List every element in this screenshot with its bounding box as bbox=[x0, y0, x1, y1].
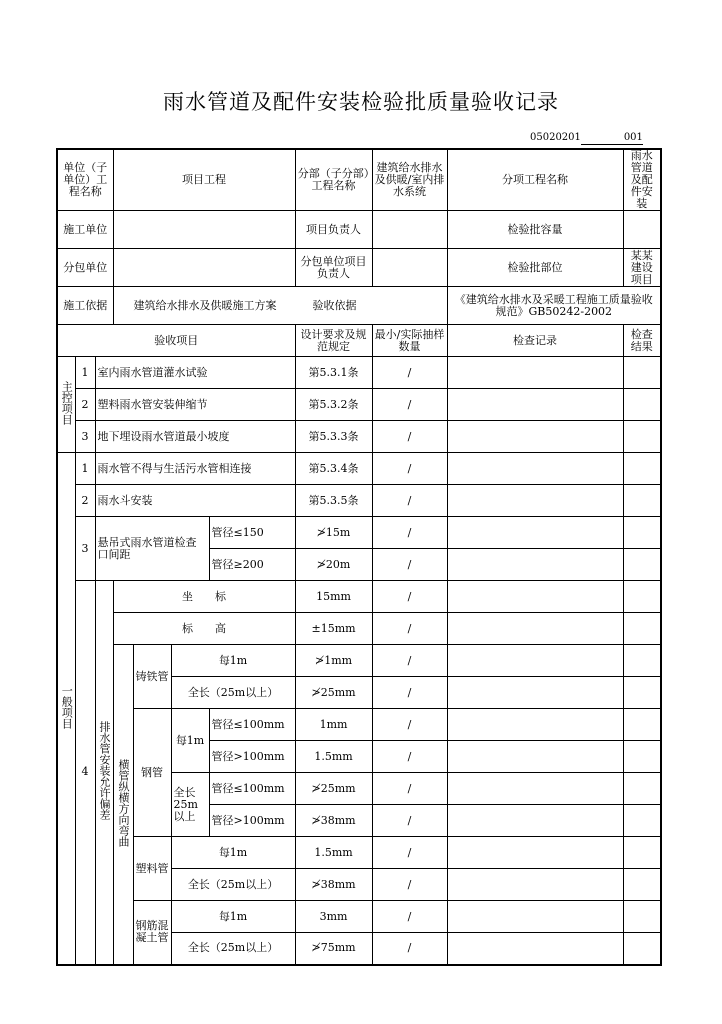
table-row: 全长（25m以上） ≯75mm / bbox=[57, 933, 661, 965]
column-header-row bbox=[57, 325, 661, 357]
unit-value: 项目工程 bbox=[113, 149, 295, 211]
acceptance-label: 验收依据 bbox=[312, 298, 357, 312]
capacity-label: 检验批容量 bbox=[447, 211, 623, 249]
pm-value bbox=[372, 211, 447, 249]
table-row: 3 悬吊式雨水管道检查口间距 管径≤150 ≯15m / bbox=[57, 517, 661, 549]
table-row: 全长25m以上 管径≤100mm ≯25mm / bbox=[57, 773, 661, 805]
table-row: 全长（25m以上） ≯25mm / bbox=[57, 677, 661, 709]
basis-value: 建筑给水排水及供暖施工方案 验收依据 bbox=[113, 287, 447, 325]
table-row: 横管纵横方向弯曲 铸铁管 每1m ≯1mm / bbox=[57, 645, 661, 677]
sub-label: 分项工程名称 bbox=[447, 149, 623, 211]
col-result: 检查结果 bbox=[623, 325, 661, 357]
bend-label: 横管纵横方向弯曲 bbox=[113, 645, 133, 965]
table-row: 管径≥200 ≯20m / bbox=[57, 549, 661, 581]
table-row: 钢筋混凝土管 每1m 3mm / bbox=[57, 901, 661, 933]
table-row: 钢管 每1m 管径≤100mm 1mm / bbox=[57, 709, 661, 741]
contractor-label: 施工单位 bbox=[57, 211, 113, 249]
record-code bbox=[530, 132, 660, 145]
result-cell bbox=[623, 357, 661, 389]
item4-name: 排水管安装允许偏差 bbox=[95, 581, 113, 965]
table-row: 4 排水管安装允许偏差 坐 标 15mm / bbox=[57, 581, 661, 613]
sub-pm-value bbox=[372, 249, 447, 287]
location-label: 检验批部位 bbox=[447, 249, 623, 287]
main-group-label: 主控项目 bbox=[57, 357, 75, 453]
record-cell bbox=[447, 357, 623, 389]
col-item: 验收项目 bbox=[57, 325, 295, 357]
general-group-label: 一般项目 bbox=[57, 453, 75, 965]
table-row: 全长（25m以上） ≯38mm / bbox=[57, 869, 661, 901]
code-number: 001 bbox=[581, 132, 643, 145]
table-row: 管径>100mm ≯38mm / bbox=[57, 805, 661, 837]
division-label: 分部（子分部）工程名称 bbox=[295, 149, 372, 211]
header-row-subcontractor bbox=[57, 249, 661, 287]
col-design: 设计要求及规范规定 bbox=[295, 325, 372, 357]
table-row: 主控项目 1 室内雨水管道灌水试验 第5.3.1条 / bbox=[57, 357, 661, 389]
header-row-basis bbox=[57, 287, 661, 325]
capacity-value bbox=[623, 211, 661, 249]
table-row: 管径>100mm 1.5mm / bbox=[57, 741, 661, 773]
acceptance-value: 《建筑给水排水及采暖工程施工质量验收规范》GB50242-2002 bbox=[447, 287, 661, 325]
page-title: 雨水管道及配件安装检验批质量验收记录 bbox=[163, 90, 559, 114]
table-row: 2 塑料雨水管安装伸缩节 第5.3.2条 / bbox=[57, 389, 661, 421]
table-row: 标 高 ±15mm / bbox=[57, 613, 661, 645]
sub-pm-label: 分包单位项目负责人 bbox=[295, 249, 372, 287]
header-row-contractor bbox=[57, 211, 661, 249]
inspection-table bbox=[56, 148, 662, 966]
subcontractor-value bbox=[113, 249, 295, 287]
table-row: 3 地下埋设雨水管道最小坡度 第5.3.3条 / bbox=[57, 421, 661, 453]
col-record: 检查记录 bbox=[447, 325, 623, 357]
pm-label: 项目负责人 bbox=[295, 211, 372, 249]
location-value: 某某建设项目 bbox=[623, 249, 661, 287]
col-sample: 最小/实际抽样数量 bbox=[372, 325, 447, 357]
unit-label: 单位（子单位）工程名称 bbox=[57, 149, 113, 211]
table-row: 塑料管 每1m 1.5mm / bbox=[57, 837, 661, 869]
basis-label: 施工依据 bbox=[57, 287, 113, 325]
code-prefix: 05020201 bbox=[530, 132, 581, 143]
header-row-unit bbox=[57, 149, 661, 211]
table-row: 一般项目 1 雨水管不得与生活污水管相连接 第5.3.4条 / bbox=[57, 453, 661, 485]
contractor-value bbox=[113, 211, 295, 249]
table-row: 2 雨水斗安装 第5.3.5条 / bbox=[57, 485, 661, 517]
sub-value: 雨水管道及配件安装 bbox=[623, 149, 661, 211]
division-value: 建筑给水排水及供暖/室内排水系统 bbox=[372, 149, 447, 211]
subcontractor-label: 分包单位 bbox=[57, 249, 113, 287]
